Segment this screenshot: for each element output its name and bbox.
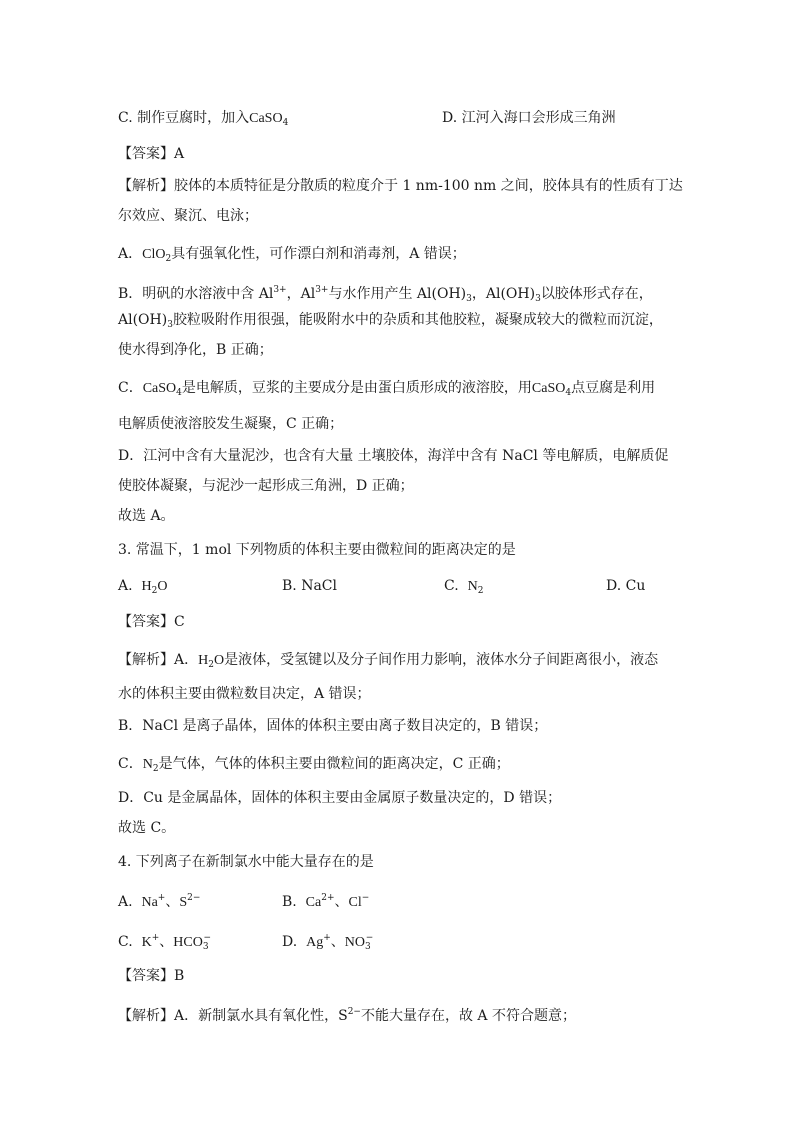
formula: Ca <box>305 895 322 910</box>
formula: 、HCO <box>159 935 203 950</box>
q2-explanation-c2: 电解质使液溶胶发生凝聚，C 正确； <box>118 416 344 432</box>
text: A． <box>118 246 143 262</box>
superscript: + <box>151 933 160 943</box>
q2-explanation-line: 尔效应、聚沉、电泳； <box>118 208 258 224</box>
q3-option-a <box>118 576 167 601</box>
subscript: 3 <box>365 942 371 952</box>
q2-option-d: D. 江河入海口会形成三角洲 <box>442 110 616 126</box>
superscript: 2− <box>187 893 201 903</box>
q2-option-c <box>118 108 288 133</box>
formula: Na <box>141 895 158 910</box>
text: 与水作用产生 Al(OH) <box>328 286 467 302</box>
q2-explanation-b1 <box>118 280 653 309</box>
q3-option-c <box>444 576 483 601</box>
text: 具有强氧化性，可作漂白剂和消毒剂，A 错误； <box>171 246 466 262</box>
text: 点豆腐是利用 <box>571 380 656 396</box>
q3-option-b: B. NaCl <box>282 578 337 594</box>
superscript: 3+ <box>315 285 329 295</box>
text: Al(OH) <box>118 312 168 328</box>
text: ，Al <box>286 286 316 302</box>
option-label: A. <box>118 578 133 594</box>
q4-stem: 4. 下列离子在新制氯水中能大量存在的是 <box>118 854 374 870</box>
formula: K <box>141 935 152 950</box>
superscript: + <box>323 933 331 943</box>
subscript: 4 <box>565 388 572 398</box>
q2-answer: 【答案】A <box>118 146 185 162</box>
q4-option-b <box>282 888 369 913</box>
q2-explanation-line: 【解析】胶体的本质特征是分散质的粒度介于 1 nm-100 nm 之间，胶体具有的性质有丁达 <box>118 178 683 194</box>
formula: CaSO <box>249 111 283 126</box>
superscript: 2− <box>347 1007 361 1017</box>
q4-option-d <box>282 928 373 957</box>
formula: CaSO <box>142 381 177 396</box>
q2-explanation-b3: 使水得到净化，B 正确； <box>118 342 273 358</box>
subscript: 2 <box>477 586 484 596</box>
formula: ClO <box>142 247 166 262</box>
q2-explanation-d2: 使胶体凝聚，与泥沙一起形成三角洲，D 正确； <box>118 478 414 494</box>
q4-option-c <box>118 928 211 957</box>
subscript: 3 <box>167 320 173 330</box>
q2-explanation-b2 <box>118 310 663 335</box>
superscript: + <box>157 893 166 903</box>
q3-explanation-d: D．Cu 是金属晶体，固体的体积主要由金属原子数量决定的，D 错误； <box>118 790 562 806</box>
q3-stem: 3. 常温下，1 mol 下列物质的体积主要由微粒间的距离决定的是 <box>118 542 516 558</box>
q2-explanation-d1: D．江河中含有大量泥沙，也含有大量 土壤胶体，海洋中含有 NaCl 等电解质，电解质促 <box>118 448 669 464</box>
q3-explanation-b: B．NaCl 是离子晶体，固体的体积主要由离子数目决定的，B 错误； <box>118 718 548 734</box>
option-label: D. <box>282 934 298 950</box>
subscript: 3 <box>202 942 209 952</box>
q2-option-c-text: C. 制作豆腐时，加入 <box>118 110 250 126</box>
text: 【解析】A．新制氯水具有氧化性，S <box>118 1008 348 1024</box>
formula: N <box>467 579 478 594</box>
text: 以胶体形式存在， <box>540 286 653 302</box>
q3-answer: 【答案】C <box>118 614 185 630</box>
formula: 、NO <box>330 935 365 950</box>
formula: O <box>157 579 168 594</box>
superscript: − <box>365 933 374 943</box>
text: 胶粒吸附作用很强，能吸附水中的杂质和其他胶粒，凝聚成较大的微粒而沉淀， <box>172 312 663 328</box>
subscript: 2 <box>152 764 159 774</box>
q3-conclusion: 故选 C。 <box>118 820 176 836</box>
q2-explanation-a <box>118 244 466 269</box>
q4-explanation-a <box>118 1002 576 1026</box>
q4-option-a <box>118 888 200 913</box>
text: 【解析】A． <box>118 652 199 668</box>
formula: Ag <box>306 935 324 950</box>
text: B．明矾的水溶液中含 Al <box>118 286 274 302</box>
formula: 、S <box>165 895 188 910</box>
option-label: A. <box>118 894 133 910</box>
formula: 、Cl <box>334 895 362 910</box>
q4-answer: 【答案】B <box>118 968 185 984</box>
option-label: B. <box>282 894 297 910</box>
subscript: 4 <box>282 118 289 128</box>
q2-explanation-c1 <box>118 378 655 403</box>
option-label: C. <box>118 934 133 950</box>
subscript: 3 <box>466 294 472 304</box>
subscript: 2 <box>208 660 214 670</box>
formula: O <box>213 653 225 668</box>
formula: CaSO <box>531 381 566 396</box>
subscript: 3 <box>535 294 541 304</box>
text: 是气体，气体的体积主要由微粒间的距离决定，C 正确； <box>158 756 510 772</box>
subscript: 2 <box>165 254 172 264</box>
q3-explanation-a2: 水的体积主要由微粒数目决定，A 错误； <box>118 686 371 702</box>
formula: N <box>142 757 153 772</box>
q3-explanation-a1 <box>118 650 658 675</box>
option-label: C. <box>444 578 459 594</box>
subscript: 2 <box>151 586 158 596</box>
q2-conclusion: 故选 A。 <box>118 508 175 524</box>
text: C． <box>118 756 143 772</box>
text: 不能大量存在，故 A 不符合题意； <box>360 1008 576 1024</box>
text: ，Al(OH) <box>471 286 536 302</box>
superscript: 2+ <box>321 893 335 903</box>
superscript: 3+ <box>273 285 287 295</box>
text: 是液体，受氢键以及分子间作用力影响，液体水分子间距离很小，液态 <box>224 652 659 668</box>
superscript: − <box>361 893 370 903</box>
text: 是电解质，豆浆的主要成分是由蛋白质形成的液溶胶，用 <box>181 380 532 396</box>
formula: H <box>198 653 209 668</box>
superscript: − <box>203 933 212 943</box>
subscript: 4 <box>176 388 182 398</box>
formula: H <box>141 579 152 594</box>
q3-option-d: D. Cu <box>606 578 646 594</box>
q3-explanation-c <box>118 754 510 779</box>
text: C． <box>118 380 143 396</box>
